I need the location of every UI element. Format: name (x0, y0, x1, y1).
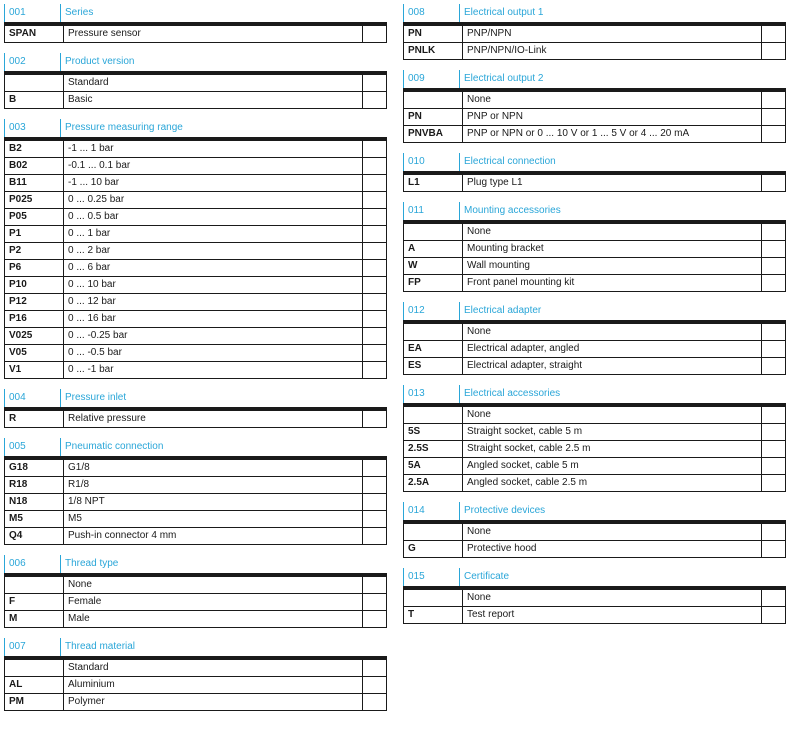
selection-box (762, 43, 786, 59)
option-code (403, 590, 463, 606)
option-description: Protective hood (463, 541, 762, 557)
section-header (4, 638, 387, 660)
option-row (403, 43, 786, 60)
section-number: 009 (403, 70, 459, 88)
option-code (4, 577, 64, 593)
option-description: R1/8 (64, 477, 363, 493)
section-title: Pneumatic connection (60, 438, 387, 456)
section-title: Electrical adapter (459, 302, 786, 320)
option-row (4, 660, 387, 677)
option-row (403, 358, 786, 375)
selection-box (363, 660, 387, 676)
selection-box (363, 92, 387, 108)
selection-box (363, 158, 387, 174)
selection-box (762, 475, 786, 491)
option-code: P1 (4, 226, 64, 242)
option-row (403, 109, 786, 126)
option-row (403, 224, 786, 241)
option-description: Angled socket, cable 2.5 m (463, 475, 762, 491)
option-row (403, 126, 786, 143)
section-number: 014 (403, 502, 459, 520)
option-code: 5A (403, 458, 463, 474)
section-number: 002 (4, 53, 60, 71)
selection-box (363, 345, 387, 361)
selection-box (363, 141, 387, 157)
option-code: W (403, 258, 463, 274)
option-code: F (4, 594, 64, 610)
selection-box (363, 511, 387, 527)
section-number: 005 (4, 438, 60, 456)
selection-box (363, 362, 387, 378)
selection-box (363, 311, 387, 327)
section-header (4, 438, 387, 460)
option-code: P2 (4, 243, 64, 259)
selection-box (762, 126, 786, 142)
selection-box (363, 175, 387, 191)
option-row (403, 441, 786, 458)
option-description: PNP or NPN or 0 ... 10 V or 1 ... 5 V or 4 ... 20 mA (463, 126, 762, 142)
option-row (4, 577, 387, 594)
option-row (4, 494, 387, 511)
option-row (4, 460, 387, 477)
selection-box (762, 275, 786, 291)
selection-box (363, 26, 387, 42)
option-row (4, 345, 387, 362)
option-code: EA (403, 341, 463, 357)
section-header (403, 153, 786, 175)
option-code: P05 (4, 209, 64, 225)
selection-box (762, 224, 786, 240)
selection-box (363, 494, 387, 510)
option-description: Straight socket, cable 5 m (463, 424, 762, 440)
option-code (4, 660, 64, 676)
option-row (4, 226, 387, 243)
option-code: M (4, 611, 64, 627)
option-code: PM (4, 694, 64, 710)
option-code: P025 (4, 192, 64, 208)
option-code: ES (403, 358, 463, 374)
selection-box (762, 109, 786, 125)
option-description: 0 ... -0.5 bar (64, 345, 363, 361)
option-description: Male (64, 611, 363, 627)
option-description: PNP/NPN (463, 26, 762, 42)
section-header (4, 555, 387, 577)
section-number: 007 (4, 638, 60, 656)
option-row (4, 277, 387, 294)
option-row (4, 611, 387, 628)
section-number: 015 (403, 568, 459, 586)
option-description: Test report (463, 607, 762, 623)
option-row (403, 407, 786, 424)
section-number: 008 (403, 4, 459, 22)
option-row (403, 590, 786, 607)
option-code: B (4, 92, 64, 108)
option-section (403, 4, 786, 60)
option-description: Push-in connector 4 mm (64, 528, 363, 544)
section-number: 001 (4, 4, 60, 22)
selection-box (762, 26, 786, 42)
option-description: None (463, 524, 762, 540)
selection-box (762, 590, 786, 606)
option-code: PNLK (403, 43, 463, 59)
option-code (403, 92, 463, 108)
option-row (403, 275, 786, 292)
section-title: Electrical output 2 (459, 70, 786, 88)
selection-box (363, 226, 387, 242)
option-row (403, 241, 786, 258)
option-row (4, 260, 387, 277)
option-description: 1/8 NPT (64, 494, 363, 510)
selection-box (762, 424, 786, 440)
option-description: Standard (64, 660, 363, 676)
selection-box (363, 611, 387, 627)
option-code: P16 (4, 311, 64, 327)
option-section (403, 385, 786, 492)
option-code (403, 324, 463, 340)
option-code: G (403, 541, 463, 557)
option-description: Mounting bracket (463, 241, 762, 257)
option-description: -1 ... 10 bar (64, 175, 363, 191)
option-section (4, 119, 387, 379)
option-row (403, 541, 786, 558)
section-number: 010 (403, 153, 459, 171)
section-header (4, 389, 387, 411)
option-row (4, 192, 387, 209)
option-row (4, 511, 387, 528)
option-description: Aluminium (64, 677, 363, 693)
section-header (403, 4, 786, 26)
selection-box (762, 541, 786, 557)
option-description: Plug type L1 (463, 175, 762, 191)
option-section (4, 389, 387, 428)
selection-box (363, 694, 387, 710)
selection-box (363, 260, 387, 276)
option-row (4, 26, 387, 43)
section-title: Pressure measuring range (60, 119, 387, 137)
left-column (4, 4, 387, 721)
option-description: 0 ... 0.5 bar (64, 209, 363, 225)
section-title: Electrical accessories (459, 385, 786, 403)
selection-box (363, 577, 387, 593)
option-row (403, 324, 786, 341)
option-row (4, 158, 387, 175)
option-row (4, 243, 387, 260)
option-code (403, 524, 463, 540)
option-code: PN (403, 109, 463, 125)
option-row (4, 209, 387, 226)
section-header (403, 202, 786, 224)
option-code: SPAN (4, 26, 64, 42)
option-code: B02 (4, 158, 64, 174)
selection-box (762, 175, 786, 191)
selection-box (363, 594, 387, 610)
option-code: P6 (4, 260, 64, 276)
option-description: 0 ... 6 bar (64, 260, 363, 276)
option-code: FP (403, 275, 463, 291)
option-description: Polymer (64, 694, 363, 710)
selection-box (363, 294, 387, 310)
option-row (403, 92, 786, 109)
option-description: None (463, 590, 762, 606)
selection-box (363, 477, 387, 493)
selection-box (363, 411, 387, 427)
option-row (4, 677, 387, 694)
option-code: PNVBA (403, 126, 463, 142)
section-header (403, 568, 786, 590)
option-description: Wall mounting (463, 258, 762, 274)
selection-box (363, 243, 387, 259)
section-header (403, 302, 786, 324)
option-code: V05 (4, 345, 64, 361)
section-number: 011 (403, 202, 459, 220)
option-description: G1/8 (64, 460, 363, 476)
option-code: AL (4, 677, 64, 693)
option-row (4, 175, 387, 192)
option-description: None (463, 407, 762, 423)
option-code (403, 224, 463, 240)
option-row (4, 362, 387, 379)
option-row (4, 328, 387, 345)
option-description: Female (64, 594, 363, 610)
option-code: V1 (4, 362, 64, 378)
section-title: Certificate (459, 568, 786, 586)
option-description: Basic (64, 92, 363, 108)
option-row (4, 694, 387, 711)
option-code: L1 (403, 175, 463, 191)
option-code: R18 (4, 477, 64, 493)
option-description: -1 ... 1 bar (64, 141, 363, 157)
option-code (403, 407, 463, 423)
option-code (4, 75, 64, 91)
option-description: 0 ... 12 bar (64, 294, 363, 310)
option-section (403, 202, 786, 292)
option-section (403, 70, 786, 143)
selection-box (363, 75, 387, 91)
option-row (403, 458, 786, 475)
option-code: G18 (4, 460, 64, 476)
selection-box (762, 258, 786, 274)
option-code: PN (403, 26, 463, 42)
option-code: A (403, 241, 463, 257)
option-description: None (463, 92, 762, 108)
selection-box (363, 277, 387, 293)
selection-box (762, 407, 786, 423)
option-row (4, 75, 387, 92)
selection-box (363, 528, 387, 544)
option-description: -0.1 ... 0.1 bar (64, 158, 363, 174)
selection-box (762, 92, 786, 108)
option-description: 0 ... 16 bar (64, 311, 363, 327)
option-row (4, 594, 387, 611)
selection-box (762, 441, 786, 457)
option-description: Electrical adapter, angled (463, 341, 762, 357)
section-title: Electrical output 1 (459, 4, 786, 22)
option-row (4, 477, 387, 494)
option-section (403, 153, 786, 192)
section-number: 006 (4, 555, 60, 573)
section-number: 013 (403, 385, 459, 403)
option-row (4, 92, 387, 109)
option-code: B2 (4, 141, 64, 157)
option-description: None (64, 577, 363, 593)
option-code: T (403, 607, 463, 623)
option-code: P10 (4, 277, 64, 293)
option-row (403, 524, 786, 541)
option-description: Standard (64, 75, 363, 91)
option-description: 0 ... 2 bar (64, 243, 363, 259)
option-section (4, 438, 387, 545)
selection-box (762, 324, 786, 340)
section-title: Electrical connection (459, 153, 786, 171)
option-section (403, 302, 786, 375)
selection-box (363, 460, 387, 476)
option-code: P12 (4, 294, 64, 310)
option-code: Q4 (4, 528, 64, 544)
option-description: Front panel mounting kit (463, 275, 762, 291)
selection-box (762, 607, 786, 623)
selection-box (363, 192, 387, 208)
selection-box (762, 358, 786, 374)
option-section (4, 555, 387, 628)
section-title: Product version (60, 53, 387, 71)
option-row (4, 411, 387, 428)
section-title: Pressure inlet (60, 389, 387, 407)
right-column (403, 4, 786, 634)
option-row (4, 294, 387, 311)
option-row (403, 341, 786, 358)
section-title: Thread material (60, 638, 387, 656)
option-description: Pressure sensor (64, 26, 363, 42)
selection-box (762, 458, 786, 474)
selection-box (363, 209, 387, 225)
section-header (403, 385, 786, 407)
selection-box (762, 241, 786, 257)
option-code: 5S (403, 424, 463, 440)
option-description: PNP or NPN (463, 109, 762, 125)
section-title: Thread type (60, 555, 387, 573)
option-section (403, 568, 786, 624)
section-number: 012 (403, 302, 459, 320)
option-row (4, 311, 387, 328)
section-header (4, 53, 387, 75)
option-code: 2.5S (403, 441, 463, 457)
option-description: 0 ... -1 bar (64, 362, 363, 378)
selection-box (762, 341, 786, 357)
option-code: N18 (4, 494, 64, 510)
option-description: PNP/NPN/IO-Link (463, 43, 762, 59)
option-description: None (463, 224, 762, 240)
option-description: Angled socket, cable 5 m (463, 458, 762, 474)
selection-box (762, 524, 786, 540)
option-row (403, 607, 786, 624)
option-description: M5 (64, 511, 363, 527)
option-section (4, 4, 387, 43)
option-row (403, 258, 786, 275)
section-header (4, 4, 387, 26)
option-row (4, 528, 387, 545)
option-description: Electrical adapter, straight (463, 358, 762, 374)
section-header (403, 502, 786, 524)
option-description: 0 ... 1 bar (64, 226, 363, 242)
option-section (4, 53, 387, 109)
option-description: 0 ... 0.25 bar (64, 192, 363, 208)
section-title: Protective devices (459, 502, 786, 520)
option-code: V025 (4, 328, 64, 344)
option-code: R (4, 411, 64, 427)
option-description: Straight socket, cable 2.5 m (463, 441, 762, 457)
section-number: 004 (4, 389, 60, 407)
option-row (403, 475, 786, 492)
option-code: B11 (4, 175, 64, 191)
option-row (4, 141, 387, 158)
option-row (403, 424, 786, 441)
section-title: Mounting accessories (459, 202, 786, 220)
selection-box (363, 677, 387, 693)
option-code: M5 (4, 511, 64, 527)
section-number: 003 (4, 119, 60, 137)
section-header (4, 119, 387, 141)
option-code: 2.5A (403, 475, 463, 491)
option-description: 0 ... -0.25 bar (64, 328, 363, 344)
option-description: 0 ... 10 bar (64, 277, 363, 293)
section-header (403, 70, 786, 92)
option-row (403, 175, 786, 192)
option-description: Relative pressure (64, 411, 363, 427)
option-section (403, 502, 786, 558)
section-title: Series (60, 4, 387, 22)
option-row (403, 26, 786, 43)
selection-box (363, 328, 387, 344)
option-description: None (463, 324, 762, 340)
option-section (4, 638, 387, 711)
